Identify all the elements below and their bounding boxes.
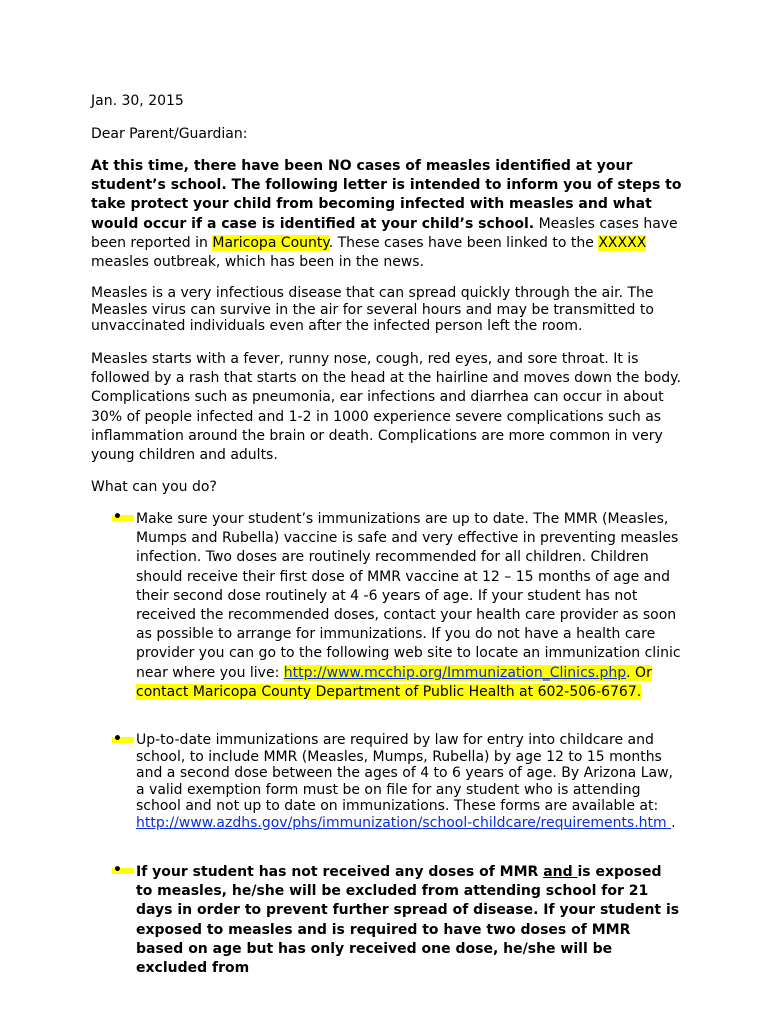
bullet-dot-icon: •: [113, 509, 122, 525]
bullet-3-text: [136, 863, 681, 978]
bullet-1-text: [136, 510, 681, 702]
bullet-marker-1: [112, 509, 136, 526]
intro-paragraph: [91, 157, 691, 272]
school-requirements-link[interactable]: http://www.azdhs.gov/phs/immunization/school-childcare/requirements.htm: [136, 814, 672, 831]
salutation: Dear Parent/Guardian:: [91, 126, 248, 142]
bullet-2-after-link: .: [671, 814, 676, 831]
bullet-3-text-1: If your student has not received any doses of MMR: [136, 864, 544, 880]
bullet-2-text: [136, 732, 681, 831]
bullet-2-body: Up-to-date immunizations are required by law for entry into childcare and school, to include MMR (Measles, Mumps, Rubella) by age 12 to 15 months and a second dose between the ages of 4 to 6 years of age. By Arizona Law, a valid exemption form must be on file for any student who is attending school and not up to date on immunizations. These forms are available at:: [136, 732, 673, 814]
bullet-1-after-link: . Or contact Maricopa County Department of Public Health at 602-506-6767.: [136, 664, 652, 700]
intro-text-2: . These cases have been linked to the: [328, 234, 599, 251]
bullet-marker-2: [112, 731, 136, 748]
bullet-3-underlined: and: [543, 864, 578, 880]
intro-text-1: Measles cases have been reported in: [91, 215, 678, 251]
letter-date: Jan. 30, 2015: [91, 93, 184, 109]
intro-text-3: measles outbreak, which has been in the news.: [91, 254, 425, 271]
bullet-dot-icon: •: [113, 862, 122, 878]
symptoms-paragraph: Measles starts with a fever, runny nose, cough, red eyes, and sore throat. It is followed by a rash that starts on the head at the hairline and moves down the body. Complications such as pneumonia, ear infections and diarrhea can occur in about 30% of people infected and 1-2 in 1000 experience severe complications such as inflammation around the brain or death. Complications are more common in very young children and adults.: [91, 351, 681, 464]
spread-paragraph: Measles is a very infectious disease that can spread quickly through the air. The Measles virus can survive in the air for several hours and may be transmitted to unvaccinated individuals even after the infected person left the room.: [91, 285, 654, 334]
county-highlight: Maricopa County: [212, 234, 329, 251]
immunization-clinics-link[interactable]: http://www.mcchip.org/Immunization_Clinics.php: [283, 664, 627, 681]
bullet-3-text-2: is exposed to measles, he/she will be excluded from attending school for 21 days in order to prevent further spread of disease. If your student is exposed to measles and is required to have two doses of MMR based on age but has only received one dose, he/she will be excluded from: [136, 864, 680, 977]
bullet-marker-3: [112, 862, 136, 879]
intro-bold-text: At this time, there have been NO cases of measles identified at your student’s school. The following letter is intended to inform you of steps to take protect your child from becoming infected with measles and what would occur if a case is identified at your child’s school.: [91, 158, 682, 232]
outbreak-highlight: XXXXX: [598, 234, 647, 251]
bullet-dot-icon: •: [113, 731, 122, 747]
bullet-1-body: Make sure your student’s immunizations are up to date. The MMR (Measles, Mumps and Rubella) vaccine is safe and very effective in preventing measles infection. Two doses are routinely recommended for all children. Children should receive their first dose of MMR vaccine at 12 – 15 months of age and their second dose routinely at 4 -6 years of age. If your student has not received the recommended doses, contact your health care provider as soon as possible to arrange for immunizations. If you do not have a health care provider you can go to the following web site to locate an immunization clinic near where you live:: [136, 511, 681, 681]
question-heading: What can you do?: [91, 479, 217, 495]
